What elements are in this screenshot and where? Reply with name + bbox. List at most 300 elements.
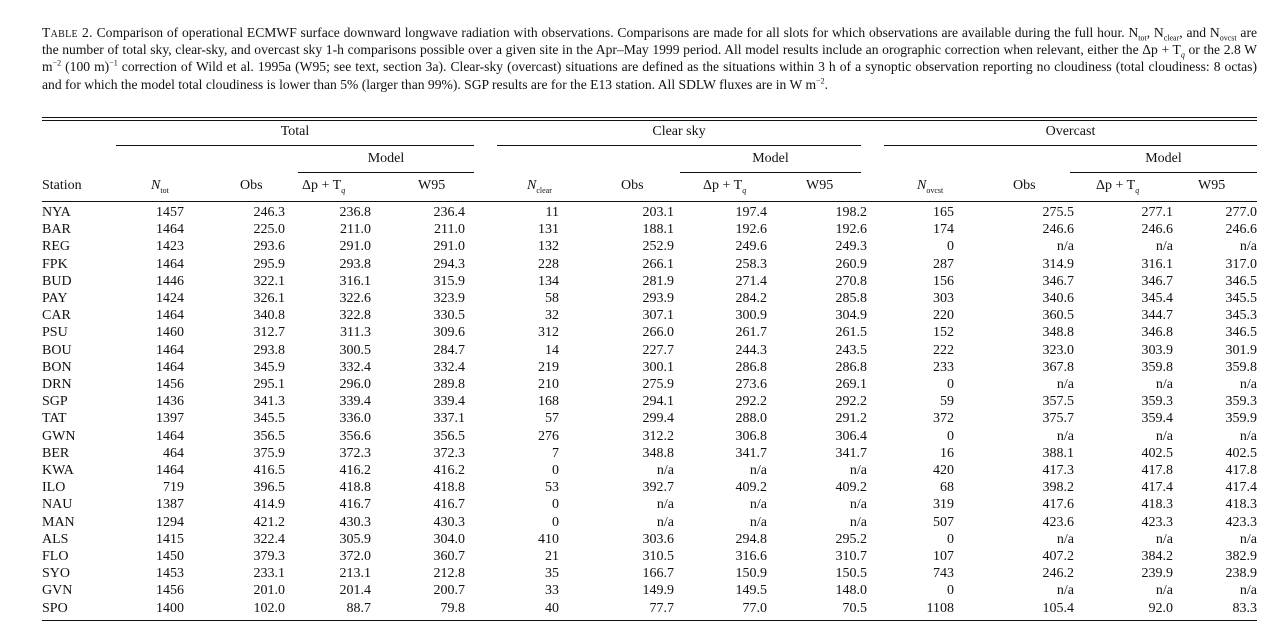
cell-obs-overcast: 323.0 bbox=[1042, 342, 1074, 358]
cell-obs-total: 345.5 bbox=[253, 411, 285, 427]
cell-obs-overcast: 417.3 bbox=[1042, 463, 1074, 479]
col-dp-clear: $\Delta p + T_q$ bbox=[703, 178, 747, 195]
cell-n-ovcst: 152 bbox=[933, 325, 954, 341]
cell-dp-total: 201.4 bbox=[339, 583, 371, 599]
cell-n-ovcst: 0 bbox=[947, 428, 954, 444]
cell-w95-total: 315.9 bbox=[433, 273, 465, 289]
cell-dp-total: 339.4 bbox=[339, 394, 371, 410]
cell-n-clear: 53 bbox=[545, 480, 559, 496]
cell-dp-overcast: 384.2 bbox=[1141, 549, 1173, 565]
model-rule-overcast bbox=[1070, 172, 1257, 173]
cell-station: DRN bbox=[42, 377, 72, 393]
cell-w95-clear: 269.1 bbox=[835, 377, 867, 393]
cell-dp-overcast: n/a bbox=[1155, 428, 1173, 444]
cell-w95-total: 323.9 bbox=[433, 291, 465, 307]
cell-station: SYO bbox=[42, 566, 71, 582]
cell-w95-overcast: 277.0 bbox=[1225, 205, 1257, 220]
cell-n-tot: 1397 bbox=[156, 411, 184, 427]
cell-obs-total: 225.0 bbox=[253, 222, 285, 238]
cell-w95-overcast: 423.3 bbox=[1225, 514, 1257, 530]
cell-dp-overcast: 277.1 bbox=[1141, 205, 1173, 220]
cell-station: KWA bbox=[42, 463, 74, 479]
cell-w95-total: 309.6 bbox=[433, 325, 465, 341]
cell-w95-clear: 150.5 bbox=[835, 566, 867, 582]
cell-n-tot: 464 bbox=[163, 445, 184, 461]
cell-w95-clear: 286.8 bbox=[835, 359, 867, 375]
cell-w95-total: 294.3 bbox=[433, 256, 465, 272]
cell-obs-clear: 293.9 bbox=[642, 291, 674, 307]
cell-dp-total: 236.8 bbox=[339, 205, 371, 220]
cell-n-clear: 14 bbox=[545, 342, 559, 358]
cell-w95-overcast: 359.8 bbox=[1225, 359, 1257, 375]
cell-n-clear: 219 bbox=[538, 359, 559, 375]
cell-dp-clear: n/a bbox=[749, 463, 767, 479]
cell-station: BUD bbox=[42, 273, 72, 289]
cell-obs-total: 102.0 bbox=[253, 600, 285, 616]
cell-w95-overcast: n/a bbox=[1239, 583, 1257, 599]
table-row bbox=[42, 221, 1257, 238]
cell-dp-clear: 316.6 bbox=[735, 549, 767, 565]
model-header-overcast: Model bbox=[1145, 151, 1182, 166]
col-w95-overcast: W95 bbox=[1198, 178, 1226, 193]
cell-station: TAT bbox=[42, 411, 67, 427]
cell-dp-clear: 149.5 bbox=[735, 583, 767, 599]
cell-dp-overcast: 417.8 bbox=[1141, 463, 1173, 479]
cell-w95-clear: 249.3 bbox=[835, 239, 867, 255]
cell-obs-total: 322.1 bbox=[253, 273, 285, 289]
cell-w95-total: 304.0 bbox=[433, 531, 465, 547]
cell-dp-clear: 150.9 bbox=[735, 566, 767, 582]
cell-station: PAY bbox=[42, 291, 68, 307]
cell-dp-overcast: 346.7 bbox=[1141, 273, 1173, 289]
cell-n-ovcst: 233 bbox=[933, 359, 954, 375]
col-w95-total: W95 bbox=[418, 178, 446, 193]
total-group-rule bbox=[116, 145, 474, 146]
cell-n-tot: 1446 bbox=[156, 273, 184, 289]
col-dp-total: $\Delta p + T_q$ bbox=[302, 178, 346, 195]
cell-station: ILO bbox=[42, 480, 66, 496]
cell-obs-overcast: 388.1 bbox=[1042, 445, 1074, 461]
cell-w95-clear: 192.6 bbox=[835, 222, 867, 238]
cell-dp-overcast: 346.8 bbox=[1141, 325, 1173, 341]
cell-dp-total: 88.7 bbox=[346, 600, 371, 616]
cell-dp-total: 300.5 bbox=[339, 342, 371, 358]
cell-dp-clear: 77.0 bbox=[742, 600, 767, 616]
cell-w95-clear: n/a bbox=[849, 497, 867, 513]
cell-dp-clear: 306.8 bbox=[735, 428, 767, 444]
cell-obs-clear: 149.9 bbox=[642, 583, 674, 599]
cell-n-tot: 1457 bbox=[156, 205, 184, 220]
cell-obs-total: 295.9 bbox=[253, 256, 285, 272]
cell-dp-overcast: n/a bbox=[1155, 239, 1173, 255]
cell-obs-overcast: n/a bbox=[1056, 531, 1074, 547]
cell-n-clear: 33 bbox=[545, 583, 559, 599]
top-rule-1 bbox=[42, 117, 1257, 118]
cell-station: FPK bbox=[42, 256, 68, 272]
cell-w95-total: 332.4 bbox=[433, 359, 465, 375]
cell-obs-clear: 203.1 bbox=[642, 205, 674, 220]
cell-dp-total: 213.1 bbox=[339, 566, 371, 582]
cell-obs-overcast: 375.7 bbox=[1042, 411, 1074, 427]
cell-obs-clear: 281.9 bbox=[642, 273, 674, 289]
cell-w95-overcast: 359.3 bbox=[1225, 394, 1257, 410]
cell-obs-overcast: 367.8 bbox=[1042, 359, 1074, 375]
cell-obs-overcast: 346.7 bbox=[1042, 273, 1074, 289]
cell-n-clear: 57 bbox=[545, 411, 559, 427]
cell-n-tot: 1464 bbox=[156, 463, 184, 479]
cell-dp-clear: 286.8 bbox=[735, 359, 767, 375]
cell-dp-total: 305.9 bbox=[339, 531, 371, 547]
cell-n-tot: 1436 bbox=[156, 394, 184, 410]
cell-n-clear: 35 bbox=[545, 566, 559, 582]
cell-n-clear: 32 bbox=[545, 308, 559, 324]
cell-dp-overcast: n/a bbox=[1155, 583, 1173, 599]
cell-w95-clear: n/a bbox=[849, 514, 867, 530]
cell-w95-overcast: 317.0 bbox=[1225, 256, 1257, 272]
cell-obs-total: 341.3 bbox=[253, 394, 285, 410]
cell-w95-total: 360.7 bbox=[433, 549, 465, 565]
group-header-overcast: Overcast bbox=[1045, 124, 1096, 139]
cell-n-ovcst: 59 bbox=[940, 394, 954, 410]
cell-n-tot: 1464 bbox=[156, 308, 184, 324]
col-w95-clear: W95 bbox=[806, 178, 834, 193]
cell-n-ovcst: 743 bbox=[933, 566, 954, 582]
col-n-tot: $N_{tot}$ bbox=[151, 178, 169, 195]
cell-w95-total: 416.7 bbox=[433, 497, 465, 513]
cell-w95-clear: 306.4 bbox=[835, 428, 867, 444]
clear-group-rule bbox=[497, 145, 861, 146]
cell-obs-clear: n/a bbox=[656, 463, 674, 479]
cell-w95-overcast: n/a bbox=[1239, 428, 1257, 444]
cell-w95-clear: 304.9 bbox=[835, 308, 867, 324]
table-row bbox=[42, 514, 1257, 531]
cell-dp-overcast: 359.4 bbox=[1141, 411, 1173, 427]
cell-w95-overcast: 359.9 bbox=[1225, 411, 1257, 427]
cell-dp-overcast: 239.9 bbox=[1141, 566, 1173, 582]
cell-n-ovcst: 16 bbox=[940, 445, 954, 461]
cell-n-ovcst: 0 bbox=[947, 531, 954, 547]
cell-n-ovcst: 287 bbox=[933, 256, 954, 272]
cell-w95-clear: 243.5 bbox=[835, 342, 867, 358]
model-header-total: Model bbox=[367, 151, 405, 166]
cell-dp-clear: 294.8 bbox=[735, 531, 767, 547]
cell-dp-total: 430.3 bbox=[339, 514, 371, 530]
cell-w95-total: 79.8 bbox=[440, 600, 465, 616]
cell-station: BOU bbox=[42, 342, 72, 358]
cell-dp-total: 316.1 bbox=[339, 273, 371, 289]
cell-dp-clear: 197.4 bbox=[735, 205, 767, 220]
cell-obs-clear: 227.7 bbox=[642, 342, 674, 358]
cell-station: MAN bbox=[42, 514, 75, 530]
cell-n-clear: 410 bbox=[538, 531, 559, 547]
table-row bbox=[42, 290, 1257, 307]
cell-n-tot: 1464 bbox=[156, 222, 184, 238]
cell-obs-clear: n/a bbox=[656, 514, 674, 530]
cell-n-tot: 1294 bbox=[156, 514, 184, 530]
cell-n-ovcst: 222 bbox=[933, 342, 954, 358]
table-row bbox=[42, 204, 1257, 221]
cell-n-tot: 1424 bbox=[156, 291, 184, 307]
cell-w95-overcast: 417.8 bbox=[1225, 463, 1257, 479]
cell-station: FLO bbox=[42, 549, 69, 565]
cell-obs-clear: 266.0 bbox=[642, 325, 674, 341]
cell-dp-clear: 288.0 bbox=[735, 411, 767, 427]
cell-w95-clear: 198.2 bbox=[835, 205, 867, 220]
cell-n-clear: 0 bbox=[552, 514, 559, 530]
cell-n-clear: 131 bbox=[538, 222, 559, 238]
cell-obs-clear: 166.7 bbox=[642, 566, 674, 582]
cell-w95-clear: 310.7 bbox=[835, 549, 867, 565]
table-row bbox=[42, 393, 1257, 410]
cell-dp-total: 416.2 bbox=[339, 463, 371, 479]
cell-n-tot: 1387 bbox=[156, 497, 184, 513]
table-row bbox=[42, 548, 1257, 565]
cell-n-ovcst: 156 bbox=[933, 273, 954, 289]
cell-w95-total: 339.4 bbox=[433, 394, 465, 410]
cell-dp-clear: 341.7 bbox=[735, 445, 767, 461]
cell-n-tot: 1464 bbox=[156, 359, 184, 375]
cell-obs-clear: 188.1 bbox=[642, 222, 674, 238]
cell-obs-clear: 266.1 bbox=[642, 256, 674, 272]
cell-obs-clear: 310.5 bbox=[642, 549, 674, 565]
cell-w95-total: 372.3 bbox=[433, 445, 465, 461]
cell-obs-overcast: n/a bbox=[1056, 428, 1074, 444]
cell-obs-clear: 299.4 bbox=[642, 411, 674, 427]
cell-w95-overcast: 238.9 bbox=[1225, 566, 1257, 582]
cell-w95-total: 289.8 bbox=[433, 377, 465, 393]
group-header-clear-sky: Clear sky bbox=[652, 124, 706, 139]
cell-obs-total: 233.1 bbox=[253, 566, 285, 582]
cell-obs-overcast: 275.5 bbox=[1042, 205, 1074, 220]
cell-dp-total: 418.8 bbox=[339, 480, 371, 496]
cell-station: REG bbox=[42, 239, 70, 255]
cell-n-clear: 0 bbox=[552, 497, 559, 513]
cell-obs-overcast: 407.2 bbox=[1042, 549, 1074, 565]
cell-n-tot: 1453 bbox=[156, 566, 184, 582]
cell-n-clear: 134 bbox=[538, 273, 559, 289]
cell-w95-total: 200.7 bbox=[433, 583, 465, 599]
cell-n-ovcst: 174 bbox=[933, 222, 954, 238]
cell-obs-total: 421.2 bbox=[253, 514, 285, 530]
cell-dp-total: 372.3 bbox=[339, 445, 371, 461]
table-row bbox=[42, 410, 1257, 427]
cell-n-ovcst: 107 bbox=[933, 549, 954, 565]
cell-dp-overcast: 423.3 bbox=[1141, 514, 1173, 530]
cell-dp-clear: 244.3 bbox=[735, 342, 767, 358]
data-table bbox=[42, 204, 1257, 617]
cell-n-ovcst: 0 bbox=[947, 583, 954, 599]
cell-w95-total: 236.4 bbox=[433, 205, 465, 220]
cell-dp-total: 211.0 bbox=[340, 222, 371, 238]
cell-station: SPO bbox=[42, 600, 68, 616]
cell-obs-total: 295.1 bbox=[253, 377, 285, 393]
cell-dp-clear: n/a bbox=[749, 514, 767, 530]
cell-w95-clear: 341.7 bbox=[835, 445, 867, 461]
cell-dp-total: 372.0 bbox=[339, 549, 371, 565]
cell-obs-overcast: 105.4 bbox=[1042, 600, 1074, 616]
cell-dp-total: 293.8 bbox=[339, 256, 371, 272]
cell-obs-total: 246.3 bbox=[253, 205, 285, 220]
table-row bbox=[42, 496, 1257, 513]
table-body bbox=[42, 204, 1257, 617]
table-row bbox=[42, 565, 1257, 582]
cell-obs-total: 375.9 bbox=[253, 445, 285, 461]
table-label: Table 2. bbox=[42, 25, 93, 40]
cell-dp-total: 311.3 bbox=[340, 325, 371, 341]
group-header-total: Total bbox=[280, 124, 310, 139]
cell-dp-total: 356.6 bbox=[339, 428, 371, 444]
table-row bbox=[42, 531, 1257, 548]
cell-dp-total: 336.0 bbox=[339, 411, 371, 427]
cell-n-clear: 312 bbox=[538, 325, 559, 341]
table-row bbox=[42, 342, 1257, 359]
cell-w95-overcast: 83.3 bbox=[1232, 600, 1257, 616]
cell-n-ovcst: 0 bbox=[947, 377, 954, 393]
cell-dp-clear: 284.2 bbox=[735, 291, 767, 307]
cell-w95-overcast: 346.5 bbox=[1225, 273, 1257, 289]
cell-obs-total: 345.9 bbox=[253, 359, 285, 375]
cell-dp-clear: 292.2 bbox=[735, 394, 767, 410]
cell-station: SGP bbox=[42, 394, 68, 410]
col-n-ovcst: $N_{ovcst}$ bbox=[917, 178, 944, 195]
cell-dp-total: 296.0 bbox=[339, 377, 371, 393]
cell-obs-overcast: 360.5 bbox=[1042, 308, 1074, 324]
col-obs-overcast: Obs bbox=[1013, 178, 1036, 193]
cell-w95-total: 211.0 bbox=[434, 222, 465, 238]
cell-obs-overcast: 340.6 bbox=[1042, 291, 1074, 307]
cell-w95-clear: n/a bbox=[849, 463, 867, 479]
cell-station: BAR bbox=[42, 222, 71, 238]
cell-w95-overcast: 382.9 bbox=[1225, 549, 1257, 565]
model-rule-total bbox=[298, 172, 474, 173]
model-header-clear: Model bbox=[752, 151, 789, 166]
cell-obs-total: 293.6 bbox=[253, 239, 285, 255]
cell-w95-overcast: 301.9 bbox=[1225, 342, 1257, 358]
cell-dp-total: 291.0 bbox=[339, 239, 371, 255]
cell-dp-clear: 409.2 bbox=[735, 480, 767, 496]
cell-w95-clear: 261.5 bbox=[835, 325, 867, 341]
cell-w95-clear: 270.8 bbox=[835, 273, 867, 289]
cell-n-clear: 7 bbox=[552, 445, 559, 461]
cell-n-ovcst: 372 bbox=[933, 411, 954, 427]
table-row bbox=[42, 307, 1257, 324]
cell-obs-clear: 275.9 bbox=[642, 377, 674, 393]
cell-station: GVN bbox=[42, 583, 73, 599]
cell-obs-overcast: 314.9 bbox=[1042, 256, 1074, 272]
cell-station: BER bbox=[42, 445, 70, 461]
cell-n-clear: 58 bbox=[545, 291, 559, 307]
cell-dp-total: 332.4 bbox=[339, 359, 371, 375]
col-dp-overcast: $\Delta p + T_q$ bbox=[1096, 178, 1140, 195]
cell-obs-total: 340.8 bbox=[253, 308, 285, 324]
cell-n-ovcst: 303 bbox=[933, 291, 954, 307]
table-row bbox=[42, 462, 1257, 479]
cell-station: PSU bbox=[42, 325, 68, 341]
cell-n-clear: 0 bbox=[552, 463, 559, 479]
cell-w95-overcast: 346.5 bbox=[1225, 325, 1257, 341]
cell-obs-total: 356.5 bbox=[253, 428, 285, 444]
cell-n-tot: 1464 bbox=[156, 428, 184, 444]
table-row bbox=[42, 256, 1257, 273]
cell-obs-clear: 300.1 bbox=[642, 359, 674, 375]
table-row bbox=[42, 600, 1257, 617]
cell-n-clear: 132 bbox=[538, 239, 559, 255]
cell-obs-total: 326.1 bbox=[253, 291, 285, 307]
table-row bbox=[42, 359, 1257, 376]
cell-dp-overcast: 345.4 bbox=[1141, 291, 1173, 307]
col-n-clear: $N_{clear}$ bbox=[527, 178, 552, 195]
cell-dp-overcast: n/a bbox=[1155, 531, 1173, 547]
cell-w95-overcast: 402.5 bbox=[1225, 445, 1257, 461]
cell-obs-total: 312.7 bbox=[253, 325, 285, 341]
col-obs-clear: Obs bbox=[621, 178, 644, 193]
cell-w95-overcast: n/a bbox=[1239, 531, 1257, 547]
cell-n-tot: 1423 bbox=[156, 239, 184, 255]
cell-obs-clear: 307.1 bbox=[642, 308, 674, 324]
cell-obs-total: 322.4 bbox=[253, 531, 285, 547]
col-station: Station bbox=[42, 178, 82, 193]
cell-obs-total: 293.8 bbox=[253, 342, 285, 358]
cell-w95-total: 284.7 bbox=[433, 342, 465, 358]
cell-obs-clear: 77.7 bbox=[649, 600, 674, 616]
table-row bbox=[42, 324, 1257, 341]
cell-w95-overcast: n/a bbox=[1239, 239, 1257, 255]
cell-w95-clear: 285.8 bbox=[835, 291, 867, 307]
cell-obs-total: 201.0 bbox=[253, 583, 285, 599]
cell-dp-clear: 273.6 bbox=[735, 377, 767, 393]
table-row bbox=[42, 479, 1257, 496]
cell-n-ovcst: 507 bbox=[933, 514, 954, 530]
cell-w95-overcast: n/a bbox=[1239, 377, 1257, 393]
cell-dp-overcast: 303.9 bbox=[1141, 342, 1173, 358]
cell-n-clear: 168 bbox=[538, 394, 559, 410]
cell-station: NYA bbox=[42, 205, 71, 220]
cell-dp-overcast: 359.8 bbox=[1141, 359, 1173, 375]
cell-w95-overcast: 345.5 bbox=[1225, 291, 1257, 307]
cell-station: CAR bbox=[42, 308, 71, 324]
table-row bbox=[42, 445, 1257, 462]
header-rule bbox=[42, 201, 1257, 202]
cell-station: GWN bbox=[42, 428, 76, 444]
cell-w95-total: 416.2 bbox=[433, 463, 465, 479]
cell-dp-overcast: 402.5 bbox=[1141, 445, 1173, 461]
table-row bbox=[42, 582, 1257, 599]
cell-w95-clear: 409.2 bbox=[835, 480, 867, 496]
cell-obs-overcast: 417.6 bbox=[1042, 497, 1074, 513]
cell-n-tot: 1464 bbox=[156, 256, 184, 272]
cell-n-ovcst: 0 bbox=[947, 239, 954, 255]
cell-obs-clear: 252.9 bbox=[642, 239, 674, 255]
cell-station: BON bbox=[42, 359, 72, 375]
cell-dp-total: 322.6 bbox=[339, 291, 371, 307]
cell-n-tot: 1415 bbox=[156, 531, 184, 547]
cell-station: ALS bbox=[42, 531, 69, 547]
cell-n-ovcst: 220 bbox=[933, 308, 954, 324]
table-row bbox=[42, 428, 1257, 445]
cell-n-clear: 228 bbox=[538, 256, 559, 272]
cell-w95-overcast: 418.3 bbox=[1225, 497, 1257, 513]
cell-obs-overcast: 348.8 bbox=[1042, 325, 1074, 341]
cell-obs-total: 379.3 bbox=[253, 549, 285, 565]
table-row bbox=[42, 376, 1257, 393]
cell-n-clear: 210 bbox=[538, 377, 559, 393]
cell-dp-clear: 300.9 bbox=[735, 308, 767, 324]
cell-n-ovcst: 420 bbox=[933, 463, 954, 479]
cell-dp-total: 416.7 bbox=[339, 497, 371, 513]
col-obs-total: Obs bbox=[240, 178, 263, 193]
cell-obs-overcast: n/a bbox=[1056, 583, 1074, 599]
cell-w95-total: 291.0 bbox=[433, 239, 465, 255]
